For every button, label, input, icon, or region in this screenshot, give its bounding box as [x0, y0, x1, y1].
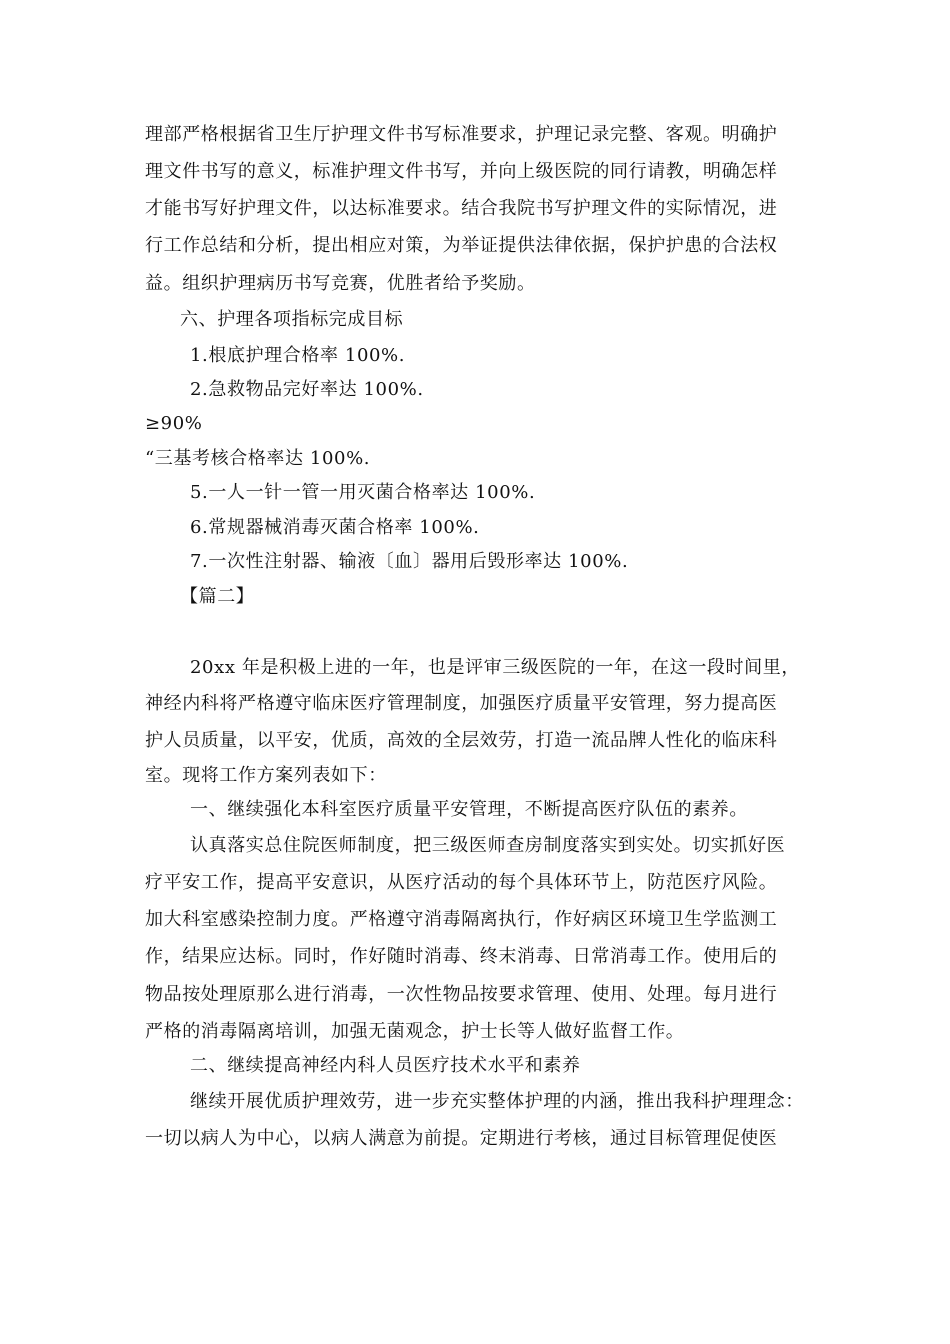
paragraph-line: 理文件书写的意义，标准护理文件书写，并向上级医院的同行请教，明确怎样: [145, 161, 778, 182]
list-item: “三基考核合格率达 100%.: [145, 448, 371, 469]
paragraph-line: 护人员质量，以平安，优质，高效的全层效劳，打造一流品牌人性化的临床科: [145, 730, 778, 751]
list-item: 2.急救物品完好率达 100%.: [190, 379, 424, 400]
paragraph-line: 一切以病人为中心，以病人满意为前提。定期进行考核，通过目标管理促使医: [145, 1128, 778, 1149]
section-heading: 六、护理各项指标完成目标: [180, 309, 404, 330]
paragraph-line: 理部严格根据省卫生厅护理文件书写标准要求，护理记录完整、客观。明确护: [145, 124, 778, 145]
paragraph-line: 严格的消毒隔离培训，加强无菌观念，护士长等人做好监督工作。: [145, 1021, 685, 1042]
paragraph-line: 益。组织护理病历书写竞赛，优胜者给予奖励。: [145, 273, 536, 294]
paragraph-line: 行工作总结和分析，提出相应对策，为举证提供法律依据，保护护患的合法权: [145, 235, 778, 256]
section-heading: 二、继续提高神经内科人员医疗技术水平和素养: [190, 1055, 581, 1076]
paragraph-line: 疗平安工作，提高平安意识，从医疗活动的每个具体环节上，防范医疗风险。: [145, 872, 778, 893]
list-item: 7.一次性注射器、输液〔血〕器用后毁形率达 100%.: [190, 551, 629, 572]
paragraph-line: 继续开展优质护理效劳，进一步充实整体护理的内涵，推出我科护理理念：: [190, 1091, 804, 1112]
section-heading: 一、继续强化本科室医疗质量平安管理，不断提高医疗队伍的素养。: [190, 799, 748, 820]
chapter-heading: 【篇二】: [180, 586, 255, 607]
paragraph-line: 神经内科将严格遵守临床医疗管理制度，加强医疗质量平安管理，努力提高医: [145, 693, 778, 714]
list-item: ≥90%: [145, 413, 203, 434]
paragraph-line: 室。现将工作方案列表如下：: [145, 765, 387, 786]
paragraph-line: 物品按处理原那么进行消毒，一次性物品按要求管理、使用、处理。每月进行: [145, 984, 778, 1005]
paragraph-line: 才能书写好护理文件，以达标准要求。结合我院书写护理文件的实际情况，进: [145, 198, 778, 219]
list-item: 6.常规器械消毒灭菌合格率 100%.: [190, 517, 480, 538]
paragraph-line: 认真落实总住院医师制度，把三级医师查房制度落实到实处。切实抓好医: [190, 835, 786, 856]
list-item: 1.根底护理合格率 100%.: [190, 345, 406, 366]
paragraph-line: 加大科室感染控制力度。严格遵守消毒隔离执行，作好病区环境卫生学监测工: [145, 909, 778, 930]
list-item: 5.一人一针一管一用灭菌合格率达 100%.: [190, 482, 536, 503]
paragraph-line: 20xx 年是积极上进的一年，也是评审三级医院的一年，在这一段时间里，: [190, 657, 800, 678]
paragraph-line: 作，结果应达标。同时，作好随时消毒、终末消毒、日常消毒工作。使用后的: [145, 946, 778, 967]
